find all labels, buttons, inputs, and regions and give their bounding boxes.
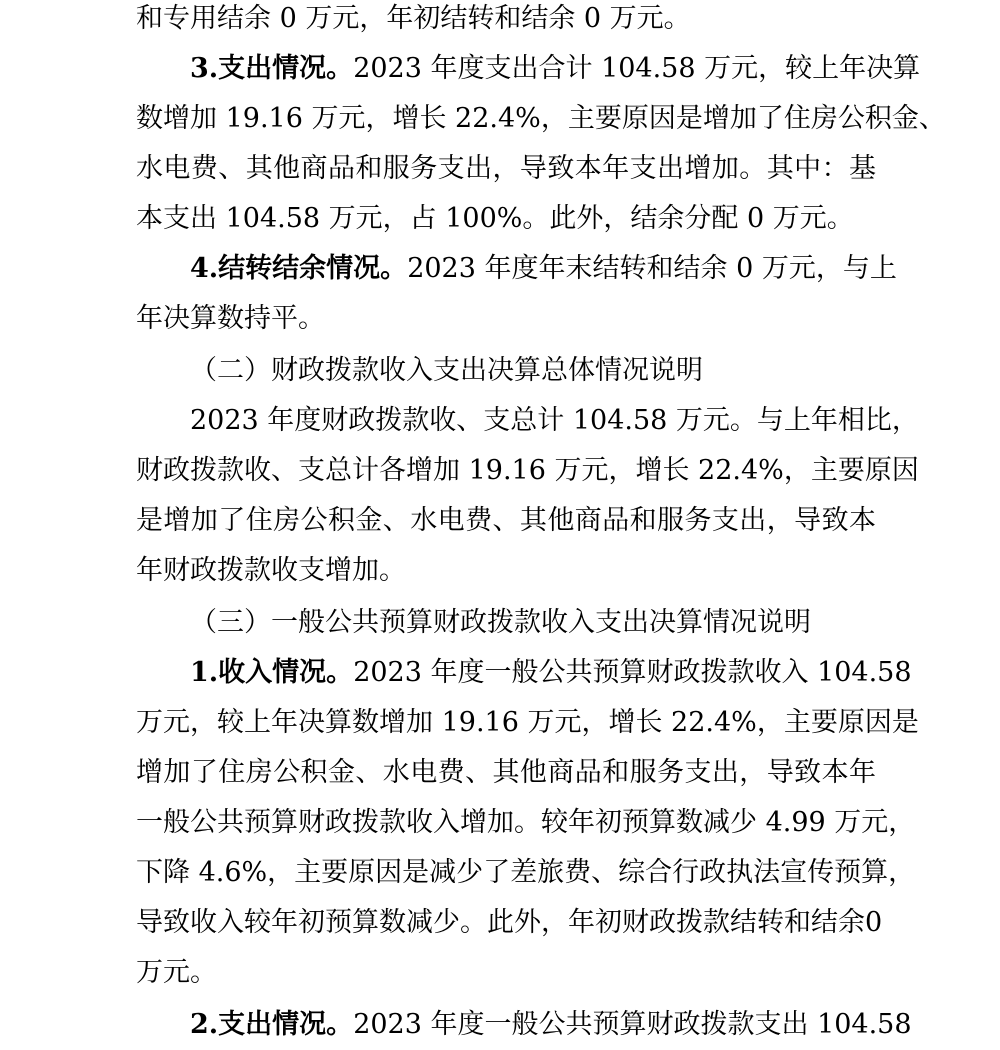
paragraph-line: 是增加了住房公积金、水电费、其他商品和服务支出，导致本 xyxy=(136,505,876,536)
bold-lead: 4.结转结余情况。 xyxy=(190,253,408,284)
line-text: 2023 年度一般公共预算财政拨款支出 104.58 xyxy=(353,1009,912,1040)
paragraph-line: 年财政拨款收支增加。 xyxy=(136,555,406,586)
section-heading-2: （二）财政拨款收入支出决算总体情况说明 xyxy=(190,355,703,386)
paragraph-line: 下降 4.6%，主要原因是减少了差旅费、综合行政执法宣传预算， xyxy=(136,857,916,888)
line-text: 2023 年度支出合计 104.58 万元，较上年决算 xyxy=(353,53,921,84)
section-1-income-heading-line xyxy=(190,648,912,698)
paragraph-line: 数增加 19.16 万元，增长 22.4%，主要原因是增加了住房公积金、 xyxy=(136,103,946,134)
section-heading-3: （三）一般公共预算财政拨款收入支出决算情况说明 xyxy=(190,607,811,638)
line-text: 2023 年度年末结转和结余 0 万元，与上 xyxy=(407,253,897,284)
paragraph-line: 本支出 104.58 万元，占 100%。此外，结余分配 0 万元。 xyxy=(136,203,854,234)
paragraph-line: 财政拨款收、支总计各增加 19.16 万元，增长 22.4%，主要原因 xyxy=(136,455,919,486)
line-text: 2023 年度一般公共预算财政拨款收入 104.58 xyxy=(353,657,912,688)
section-4-carryover-heading-line xyxy=(190,244,897,294)
section-3-expenditure-heading-line xyxy=(190,44,921,94)
bold-lead: 1.收入情况。 xyxy=(190,657,354,688)
paragraph-line: 增加了住房公积金、水电费、其他商品和服务支出，导致本年 xyxy=(136,757,876,788)
bold-lead: 3.支出情况。 xyxy=(190,53,354,84)
paragraph-line: 年决算数持平。 xyxy=(136,303,325,334)
paragraph-line: 导致收入较年初预算数减少。此外，年初财政拨款结转和结余0 xyxy=(136,907,883,938)
paragraph-line: 万元，较上年决算数增加 19.16 万元，增长 22.4%，主要原因是 xyxy=(136,707,919,738)
paragraph-line: 2023 年度财政拨款收、支总计 104.58 万元。与上年相比， xyxy=(190,405,919,436)
paragraph-line: 一般公共预算财政拨款收入增加。较年初预算数减少 4.99 万元， xyxy=(136,807,916,838)
paragraph-line: 水电费、其他商品和服务支出，导致本年支出增加。其中：基 xyxy=(136,153,876,184)
bold-lead: 2.支出情况。 xyxy=(190,1009,354,1040)
paragraph-line: 万元。 xyxy=(136,957,217,988)
paragraph-line: 和专用结余 0 万元，年初结转和结余 0 万元。 xyxy=(136,3,691,34)
